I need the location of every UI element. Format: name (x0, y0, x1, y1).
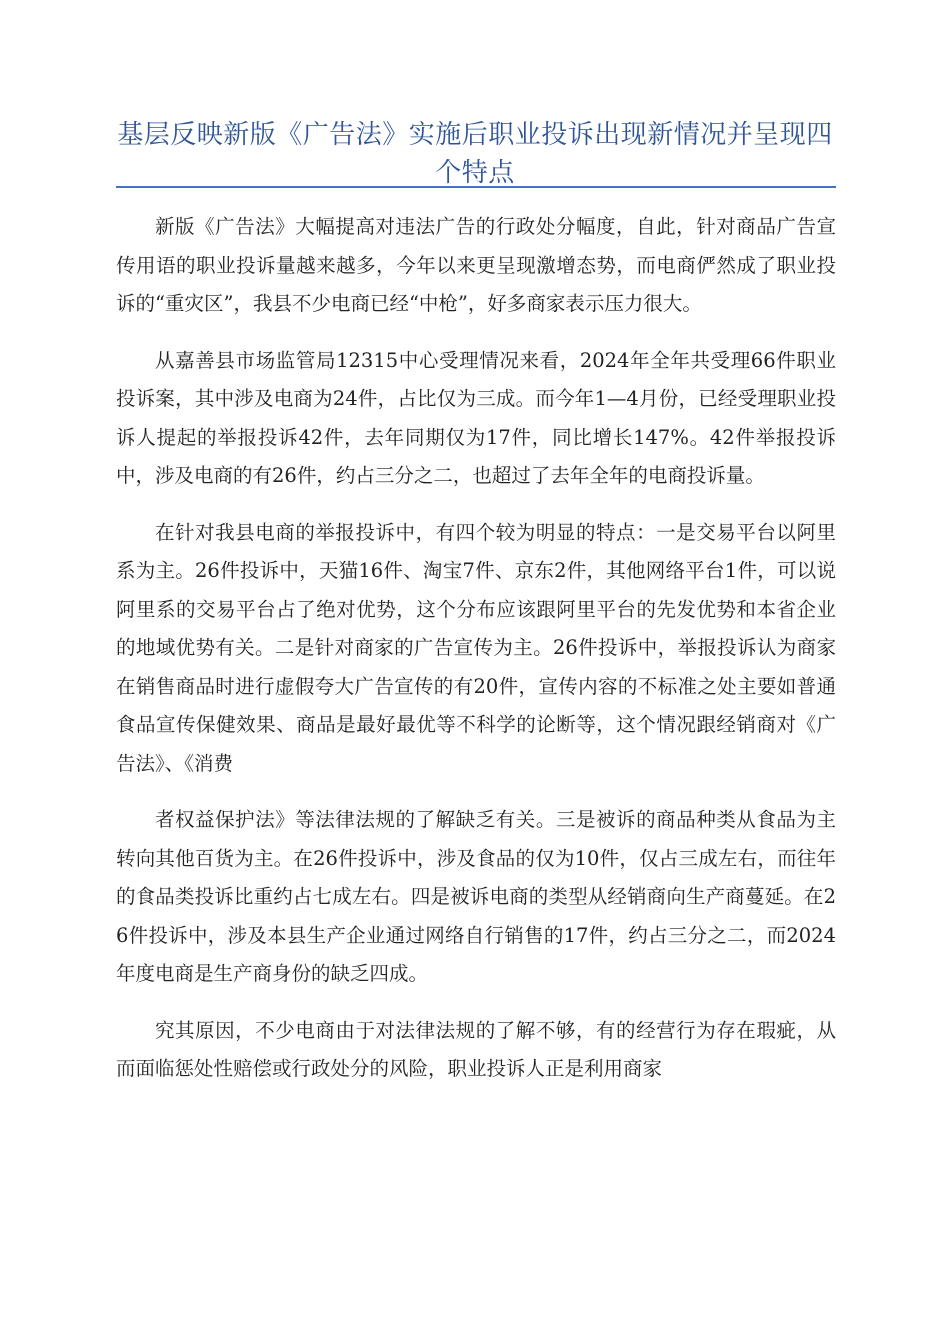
paragraph-statistics: 从嘉善县市场监管局12315中心受理情况来看，2024年全年共受理66件职业投诉案，其中涉及电商为24件，占比仅为三成。而今年1—4月份，已经受理职业投诉人提起的举报投诉42件，去年同期仅为17件，同比增长147%。42件举报投诉中，涉及电商的有26件，约占三分之二，也超过了去年全年的电商投诉量。 (116, 348, 836, 487)
paragraph-features: 在针对我县电商的举报投诉中，有四个较为明显的特点：一是交易平台以阿里系为主。26件投诉中，天猫16件、淘宝7件、京东2件，其他网络平台1件，可以说阿里系的交易平台占了绝对优势，这个分布应该跟阿里平台的先发优势和本省企业的地域优势有关。二是针对商家的广告宣传为主。26件投诉中，举报投诉认为商家在销售商品时进行虚假夸大广告宣传的有20件，宣传内容的不标准之处主要如普通食品宣传保健效果、商品是最好最优等不科学的论断等，这个情况跟经销商对《广告法》、《消费 (116, 520, 836, 775)
paragraph-features-continued: 者权益保护法》等法律法规的了解缺乏有关。三是被诉的商品种类从食品为主转向其他百货为主。在26件投诉中，涉及食品的仅为10件，仅占三成左右，而往年的食品类投诉比重约占七成左右。四是被诉电商的类型从经销商向生产商蔓延。在26件投诉中，涉及本县生产企业通过网络自行销售的17件，约占三分之二，而2024年度电商是生产商身份的缺乏四成。 (116, 808, 836, 985)
document-body (116, 208, 836, 1107)
document-title: 基层反映新版《广告法》实施后职业投诉出现新情况并呈现四个特点 (117, 120, 833, 188)
paragraph-intro: 新版《广告法》大幅提高对违法广告的行政处分幅度，自此，针对商品广告宣传用语的职业投诉量越来越多，今年以来更呈现激增态势，而电商俨然成了职业投诉的“重灾区”，我县不少电商已经“中枪”，好多商家表示压力很大。 (116, 215, 836, 315)
title-underline (116, 186, 836, 188)
paragraph-causes: 究其原因，不少电商由于对法律法规的了解不够，有的经营行为存在瑕疵，从而面临惩处性赔偿或行政处分的风险，职业投诉人正是利用商家 (116, 1018, 836, 1080)
